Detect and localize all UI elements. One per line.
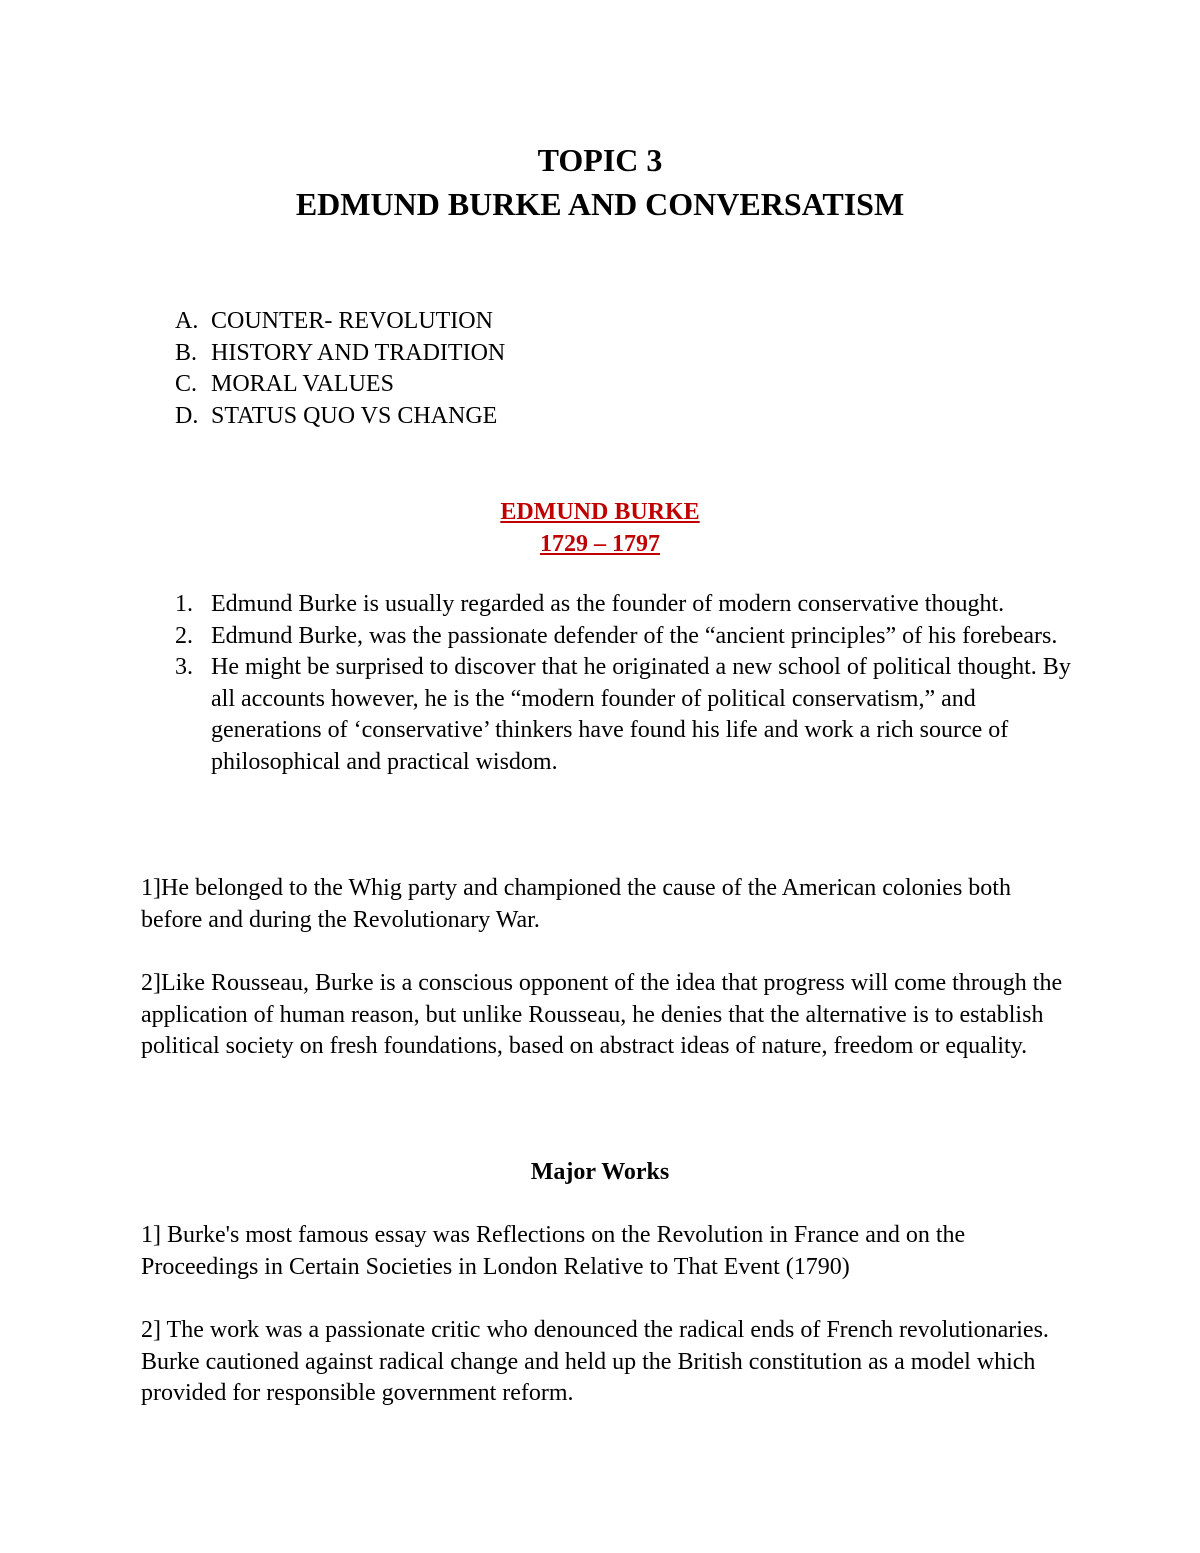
paragraph-whig-party: 1]He belonged to the Whig party and championed the cause of the American colonies both before and during the Revolutionary War.: [141, 875, 1011, 933]
list-number: 1.: [175, 591, 193, 617]
outline-item: [175, 401, 505, 433]
outline-marker: B.: [175, 339, 198, 366]
outline-item: [175, 338, 505, 370]
major-works-item: 1] Burke's most famous essay was Reflections on the Revolution in France and on the Proceedings in Certain Societies in London Relative to That Event (1790): [141, 1222, 966, 1280]
biography-years: 1729 – 1797: [540, 531, 660, 557]
outline-marker: D.: [175, 402, 199, 429]
outline-text: MORAL VALUES: [211, 371, 394, 397]
list-number: 3.: [175, 654, 193, 680]
list-item: [175, 589, 1075, 621]
outline-text: HISTORY AND TRADITION: [211, 339, 506, 366]
outline-text: COUNTER- REVOLUTION: [211, 308, 493, 334]
list-number: 2.: [175, 622, 193, 649]
topic-number: TOPIC 3: [537, 142, 663, 178]
key-points-list: [175, 589, 1075, 778]
list-text: He might be surprised to discover that he originated a new school of political thought. By all accounts however, he is the “modern founder of political conservatism,” and generations of ‘conservative’ thinkers have found his life and work a rich source of philosophical and practical wisdom.: [211, 654, 1071, 775]
document-title: EDMUND BURKE AND CONVERSATISM: [295, 186, 905, 222]
outline-item: [175, 369, 505, 401]
major-works-heading: Major Works: [530, 1159, 670, 1185]
outline-text: STATUS QUO VS CHANGE: [211, 402, 498, 429]
biography-name: EDMUND BURKE: [500, 499, 700, 525]
list-text: Edmund Burke is usually regarded as the founder of modern conservative thought.: [211, 591, 1005, 617]
paragraph-rousseau: 2]Like Rousseau, Burke is a conscious opponent of the idea that progress will come through the application of human reason, but unlike Rousseau, he denies that the alternative is to establish political society on fresh foundations, based on abstract ideas of nature, freedom or equality.: [141, 970, 1063, 1059]
list-item: [175, 621, 1075, 653]
major-works-item: 2] The work was a passionate critic who denounced the radical ends of French revolutionaries. Burke cautioned against radical change and held up the British constitution as a model which provided for responsible government reform.: [141, 1317, 1049, 1406]
outline-item: [175, 306, 505, 338]
list-text: Edmund Burke, was the passionate defender of the “ancient principles” of his forebears.: [211, 622, 1058, 649]
outline-marker: A.: [175, 308, 199, 334]
topic-outline: [175, 306, 505, 432]
list-item: [175, 652, 1075, 778]
outline-marker: C.: [175, 371, 198, 397]
